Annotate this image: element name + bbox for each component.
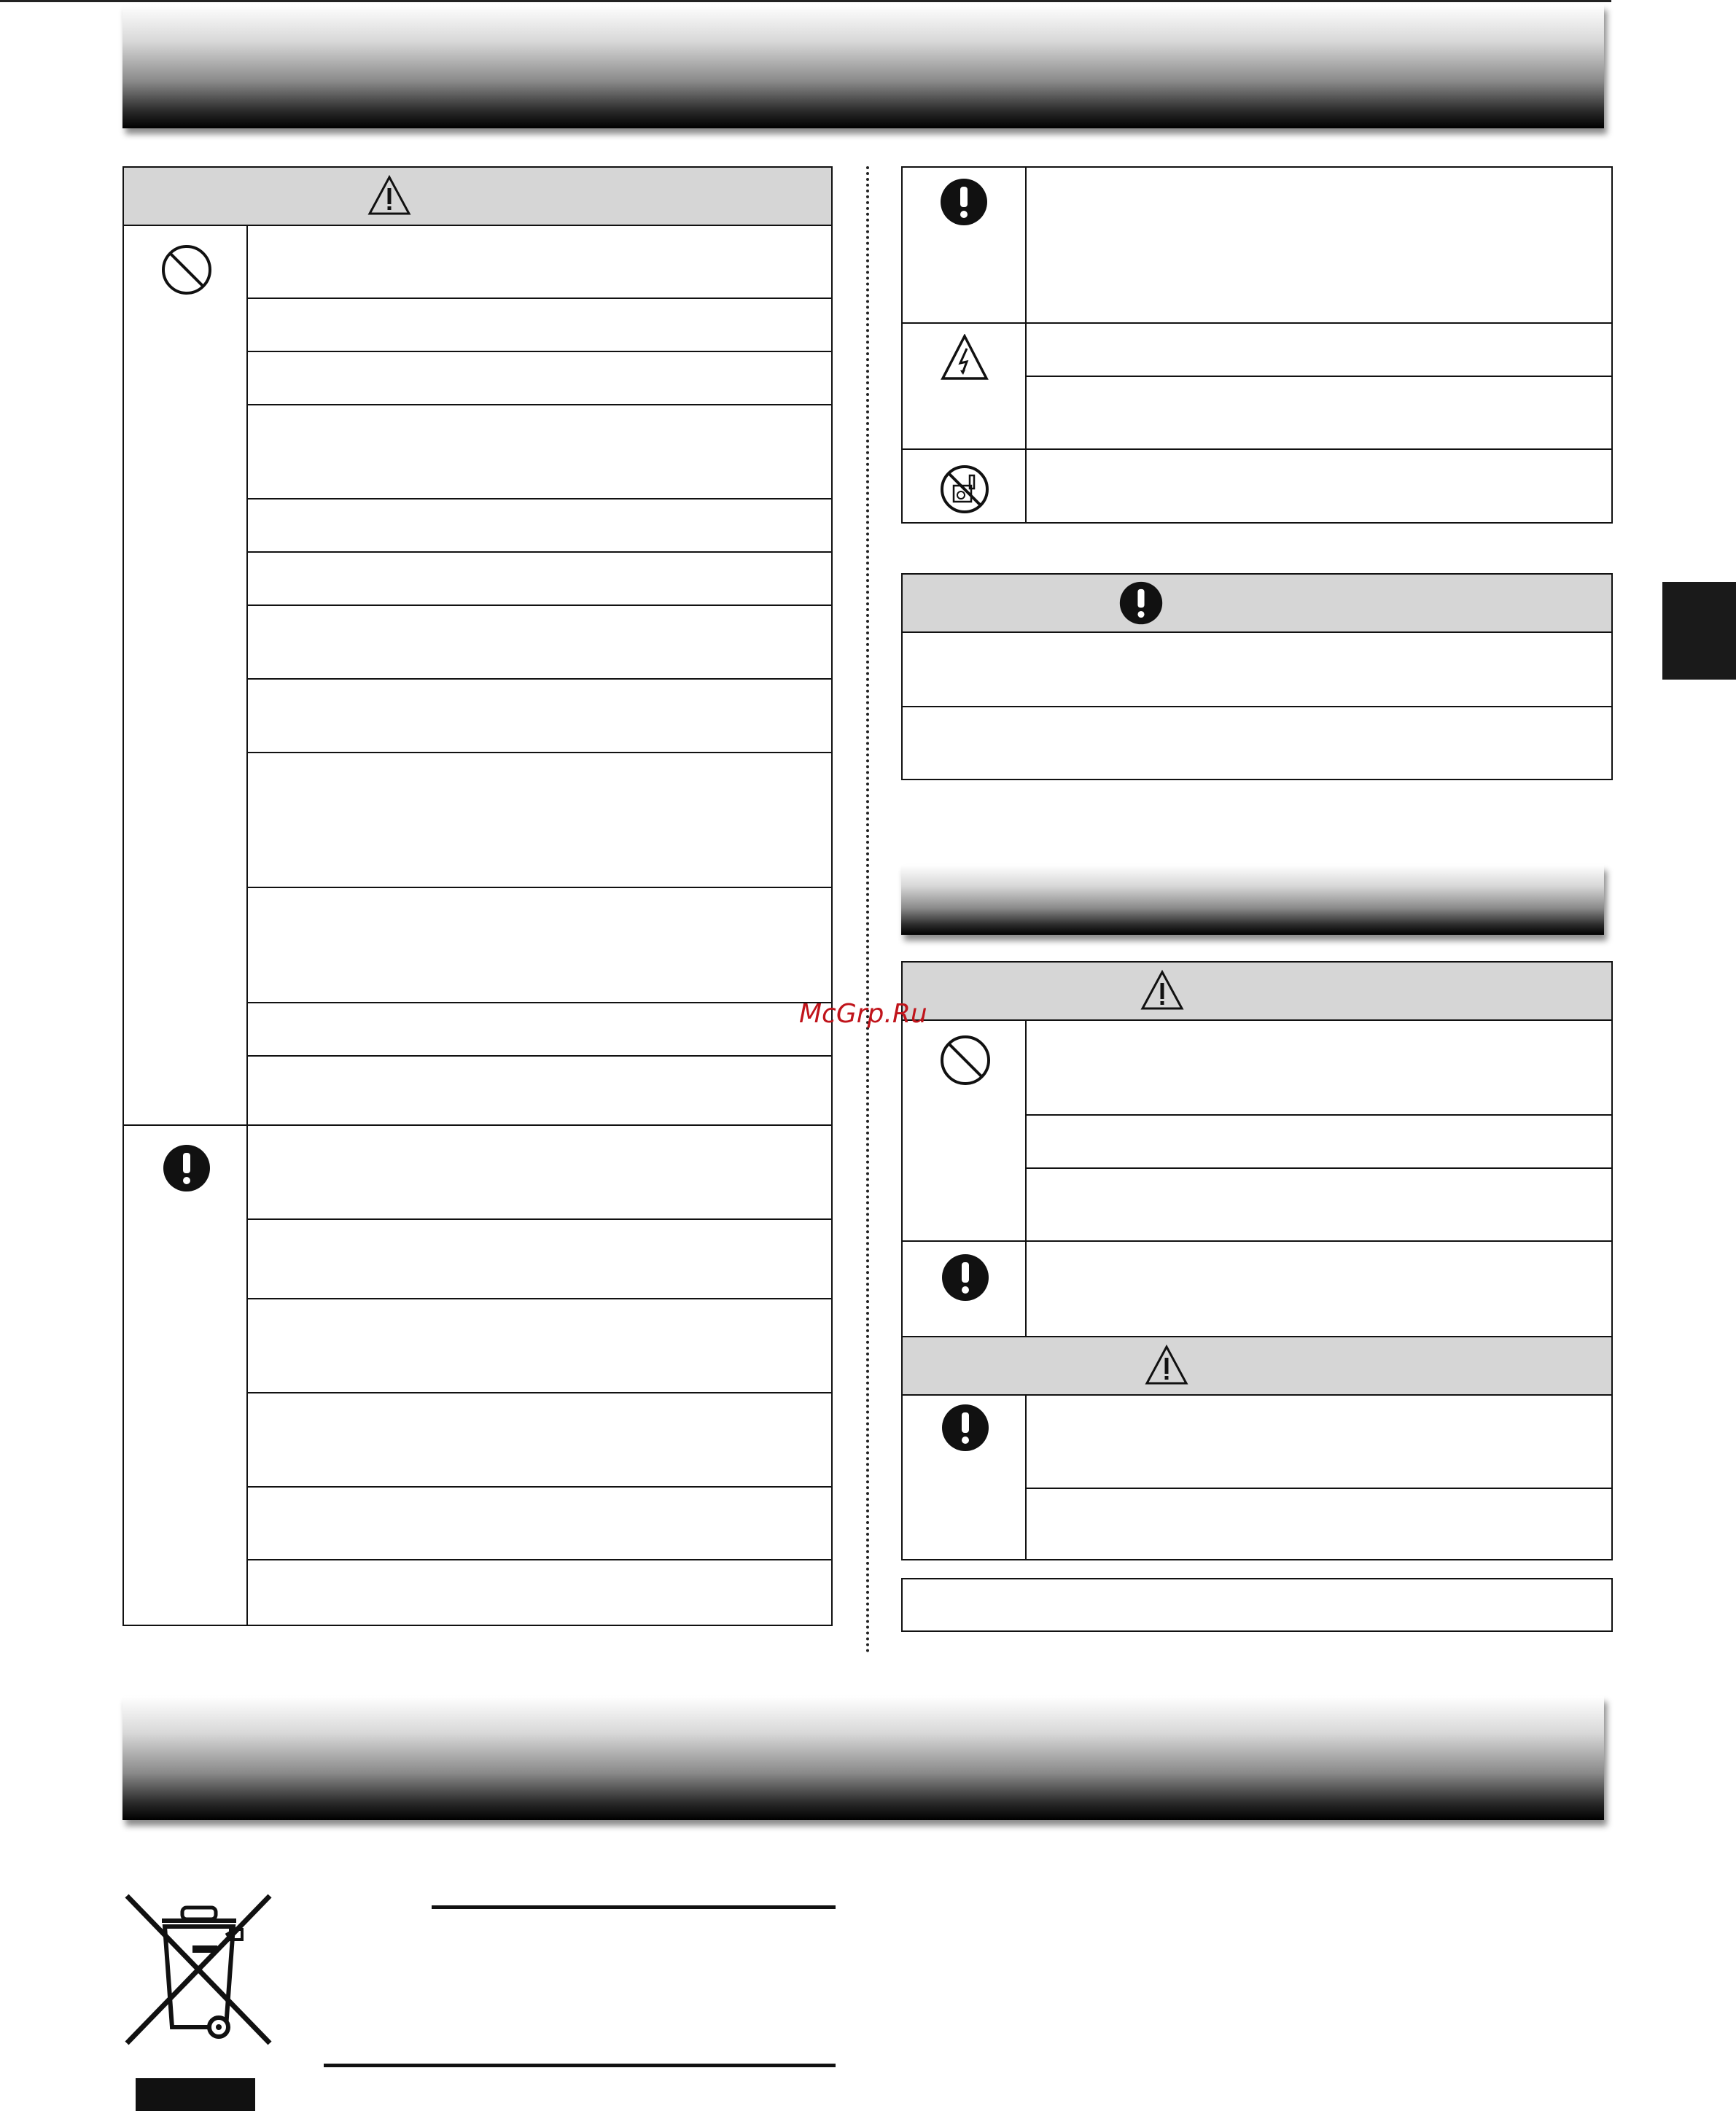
- row-divider: [246, 678, 831, 680]
- row-divider: [1025, 1114, 1611, 1116]
- divider-rule: [432, 1905, 836, 1909]
- row-divider: [1025, 1167, 1611, 1169]
- warning-table-header: [124, 168, 831, 226]
- row-divider: [246, 752, 831, 753]
- prohibition-icon: [160, 244, 213, 296]
- section-banner-right: [901, 865, 1604, 935]
- section-banner-bottom: [122, 1696, 1604, 1820]
- column-separator: [866, 166, 869, 1654]
- warning-triangle-icon: [1140, 970, 1184, 1011]
- row-divider: [246, 1218, 831, 1220]
- group-divider: [903, 1240, 1611, 1242]
- divider-rule: [324, 2064, 836, 2067]
- row-divider: [246, 1298, 831, 1299]
- row-divider: [246, 1559, 831, 1560]
- prohibition-icon: [939, 1034, 992, 1086]
- caution-sub-header: [903, 1336, 1611, 1396]
- crossed-out-bin-icon: [124, 1892, 273, 2048]
- exclamation-mandatory-icon: [941, 1253, 990, 1302]
- row-divider: [246, 887, 831, 888]
- side-tab-marker: [1662, 582, 1736, 680]
- exclamation-mandatory-icon: [939, 177, 989, 227]
- warning-table-right-top: [901, 166, 1613, 524]
- icon-column-divider: [1025, 168, 1027, 522]
- icon-column-divider: [1025, 1396, 1027, 1559]
- warning-triangle-icon: [367, 175, 411, 216]
- row-divider: [246, 1392, 831, 1393]
- warning-triangle-icon: [1145, 1345, 1188, 1385]
- electric-shock-icon: [941, 334, 989, 381]
- group-divider: [903, 448, 1611, 450]
- caution-table-right: [901, 573, 1613, 780]
- watermark-text: McGrp.Ru: [799, 999, 927, 1029]
- row-divider: [903, 706, 1611, 707]
- row-divider: [246, 604, 831, 606]
- caution-table-header: [903, 575, 1611, 633]
- row-divider: [246, 1002, 831, 1003]
- group-divider: [903, 322, 1611, 324]
- exclamation-mandatory-icon: [941, 1403, 990, 1453]
- row-divider: [246, 1486, 831, 1488]
- no-disassembly-icon: [939, 464, 990, 515]
- row-divider: [246, 404, 831, 405]
- note-box-right: [901, 1578, 1613, 1632]
- row-divider: [1025, 1488, 1611, 1489]
- section-banner-top: [122, 4, 1604, 128]
- exclamation-mandatory-icon: [162, 1143, 211, 1193]
- row-divider: [246, 1055, 831, 1057]
- warning-table-left: [122, 166, 833, 1626]
- icon-column-divider: [246, 226, 248, 1626]
- warning-table-right-lower: [901, 961, 1613, 1560]
- row-divider: [246, 498, 831, 499]
- top-rule: [0, 0, 1611, 2]
- row-divider: [1025, 376, 1611, 377]
- warning-table-header: [903, 963, 1611, 1021]
- row-divider: [246, 551, 831, 553]
- exclamation-mandatory-icon: [1118, 580, 1164, 626]
- group-divider: [124, 1124, 831, 1126]
- row-divider: [246, 351, 831, 352]
- weee-bar: [136, 2078, 255, 2111]
- row-divider: [246, 298, 831, 299]
